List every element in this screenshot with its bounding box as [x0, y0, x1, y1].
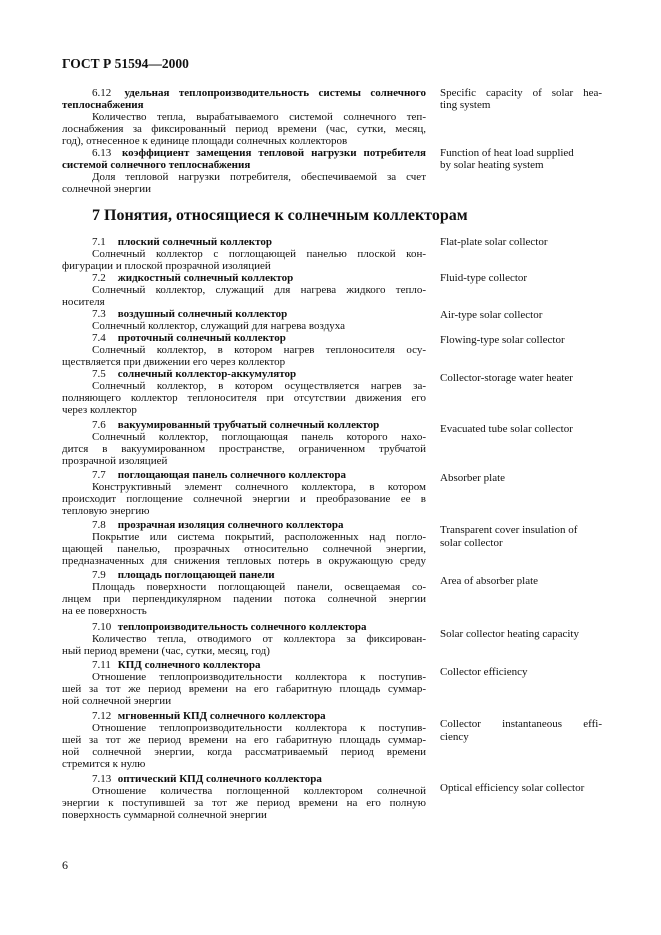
definition-text: Количество тепла, вырабатываемого системой солнечного теп-	[92, 111, 426, 123]
clause-number: 6.13	[92, 147, 112, 159]
term-line	[62, 419, 426, 431]
definition-line	[62, 431, 426, 443]
term-name: КПД солнечного коллектора	[117, 659, 261, 671]
definition-line	[62, 555, 426, 567]
definition-line	[62, 392, 426, 404]
term-line	[62, 659, 426, 671]
definition-line	[62, 593, 426, 605]
definition-line	[62, 758, 426, 770]
english-term: Function of heat load supplied	[440, 147, 574, 159]
clause-number: 7.5	[92, 368, 106, 380]
english-term: Flowing-type solar collector	[440, 334, 565, 346]
clause-number: 7.6	[92, 419, 106, 431]
term-name: теплопроизводительность солнечного коллектора	[117, 621, 367, 633]
definition-text: Солнечный коллектор, поглощающая панель которого нахо-	[92, 431, 426, 443]
definition-text: лоснабжения за фиксированный период времени (час, сутки, месяц,	[62, 123, 426, 135]
english-term: ciency	[440, 731, 469, 743]
definition-line	[62, 746, 426, 758]
definition-line	[62, 605, 426, 617]
definition-text: поверхность суммарной солнечной энергии	[62, 809, 267, 821]
term-name: системой солнечного теплоснабжения	[62, 159, 251, 171]
term-line	[62, 621, 426, 633]
definition-line	[62, 481, 426, 493]
term-line	[62, 332, 426, 344]
definition-text: Отношение теплопроизводительности коллектора к поступив-	[92, 671, 426, 683]
definition-line	[62, 671, 426, 683]
definition-line	[62, 695, 426, 707]
definition-text: носителя	[62, 296, 105, 308]
term-line	[62, 159, 426, 171]
english-term: Optical efficiency solar collector	[440, 782, 585, 794]
definition-text: Площадь поверхности поглощающей панели, освещаемая со-	[92, 581, 426, 593]
definition-text: ной солнечной энергии	[62, 695, 172, 707]
definition-text: тепловую энергию	[62, 505, 150, 517]
definition-text: Доля тепловой нагрузки потребителя, обеспечиваемой за счет	[92, 171, 426, 183]
definition-text: Отношение теплопроизводительности коллектора к поступив-	[92, 722, 426, 734]
english-term: Area of absorber plate	[440, 575, 539, 587]
definition-text: ной солнечной энергии, когда рассматриваемый период времени	[62, 746, 426, 758]
definition-text: солнечной энергии	[62, 183, 152, 195]
definition-text: фигурации и плоской прозрачной изоляцией	[62, 260, 271, 272]
definition-line	[62, 183, 426, 195]
definition-line	[62, 645, 426, 657]
term-line	[62, 308, 426, 320]
term-name: теплоснабжения	[62, 99, 144, 111]
term-name: вакуумированный трубчатый солнечный коллектор	[117, 419, 380, 431]
definition-text: энергии к поступившей за тот же период времени на его полную	[62, 797, 426, 809]
definition-text: полняющего коллектор теплоносителя при отсутствии движения его	[62, 392, 426, 404]
term-name: мгновенный КПД солнечного коллектора	[117, 710, 326, 722]
english-term: solar collector	[440, 537, 503, 549]
definition-line	[62, 248, 426, 260]
term-name: воздушный солнечный коллектор	[117, 308, 288, 320]
term-line	[62, 569, 426, 581]
definition-line	[62, 809, 426, 821]
term-name: коэффициент замещения тепловой нагрузки потребителя	[121, 147, 426, 159]
definition-line	[62, 493, 426, 505]
term-name: площадь поглощающей панели	[117, 569, 275, 581]
english-term: Solar collector heating capacity	[440, 628, 579, 640]
definition-line	[62, 171, 426, 183]
definition-text: прозрачной изоляцией	[62, 455, 168, 467]
definition-line	[62, 734, 426, 746]
page-number: 6	[62, 858, 68, 872]
definition-text: Солнечный коллектор, служащий для нагрева жидкого тепло-	[92, 284, 426, 296]
english-term: Evacuated tube solar collector	[440, 423, 573, 435]
term-line	[62, 519, 426, 531]
term-name: поглощающая панель солнечного коллектора	[117, 469, 347, 481]
term-line	[62, 87, 426, 99]
english-term: Collector-storage water heater	[440, 372, 573, 384]
clause-number: 6.12	[92, 87, 112, 99]
english-term: Air-type solar collector	[440, 309, 543, 321]
definition-line	[62, 797, 426, 809]
definition-text: через коллектор	[62, 404, 137, 416]
term-name: оптический КПД солнечного коллектора	[117, 773, 322, 785]
definition-line	[62, 683, 426, 695]
definition-line	[62, 505, 426, 517]
definition-text: лнцем при перпендикулярном падении потока солнечной энергии	[62, 593, 426, 605]
definition-text: дится в вакуумированном пространстве, ограниченном трубчатой	[62, 443, 426, 455]
definition-text: стремится к нулю	[62, 758, 146, 770]
term-line	[62, 368, 426, 380]
definition-line	[62, 111, 426, 123]
definition-text: шей за тот же период времени на его габаритную площадь суммар-	[62, 683, 426, 695]
clause-number: 7.1	[92, 236, 106, 248]
standard-header: ГОСТ Р 51594—2000	[62, 56, 189, 71]
definition-text: Солнечный коллектор с поглощающей панелью плоской кон-	[92, 248, 426, 260]
definition-text: ный период времени (час, сутки, месяц, год)	[62, 645, 270, 657]
term-line	[62, 469, 426, 481]
clause-number: 7.13	[92, 773, 112, 785]
clause-number: 7.12	[92, 710, 112, 722]
term-line	[62, 99, 426, 111]
english-term: Collector instantaneous effi-	[440, 718, 602, 730]
definition-line	[62, 785, 426, 797]
clause-number: 7.3	[92, 308, 106, 320]
term-name: прозрачная изоляция солнечного коллектора	[117, 519, 344, 531]
clause-number: 7.8	[92, 519, 106, 531]
clause-number: 7.4	[92, 332, 106, 344]
english-term: Absorber plate	[440, 472, 506, 484]
definition-text: ществляется при движении его через коллектор	[62, 356, 286, 368]
definition-line	[62, 581, 426, 593]
definition-text: Покрытие или система покрытий, расположенных над погло-	[92, 531, 426, 543]
clause-number: 7.9	[92, 569, 106, 581]
definition-line	[62, 380, 426, 392]
definition-line	[62, 455, 426, 467]
definition-line	[62, 344, 426, 356]
clause-number: 7.2	[92, 272, 106, 284]
clause-number: 7.7	[92, 469, 106, 481]
definition-line	[62, 260, 426, 272]
definition-line	[62, 543, 426, 555]
term-name: солнечный коллектор-аккумулятор	[117, 368, 297, 380]
definition-text: происходит поглощение солнечной энергии и преобразование ее в	[62, 493, 426, 505]
definition-line	[62, 320, 426, 332]
definition-line	[62, 443, 426, 455]
english-term: ting system	[440, 99, 491, 111]
term-line	[62, 147, 426, 159]
definition-line	[62, 284, 426, 296]
definition-line	[62, 722, 426, 734]
definition-text: щающей панелью, прозрачных относительно солнечной энергии,	[62, 543, 426, 555]
definition-text: предназначенных для снижения тепловых потерь в окружающую среду	[62, 555, 426, 567]
definition-text: Солнечный коллектор, в котором нагрев теплоносителя осу-	[92, 344, 426, 356]
english-term: Flat-plate solar collector	[440, 236, 548, 248]
term-line	[62, 710, 426, 722]
definition-text: Солнечный коллектор, служащий для нагрева воздуха	[92, 320, 346, 332]
english-term: Transparent cover insulation of	[440, 524, 578, 536]
definition-text: Количество тепла, отводимого от коллектора за фиксирован-	[92, 633, 426, 645]
term-name: плоский солнечный коллектор	[117, 236, 272, 248]
term-line	[62, 773, 426, 785]
english-term: Fluid-type collector	[440, 272, 528, 284]
term-name: проточный солнечный коллектор	[117, 332, 286, 344]
definition-line	[62, 135, 426, 147]
definition-text: год), отнесенное к единице площади солнечных коллекторов	[62, 135, 348, 147]
definition-text: Отношение количества поглощенной коллектором солнечной	[92, 785, 426, 797]
definition-text: Конструктивный элемент солнечного коллектора, в котором	[92, 481, 426, 493]
clause-number: 7.10	[92, 621, 112, 633]
definition-line	[62, 404, 426, 416]
term-line	[62, 236, 426, 248]
definition-line	[62, 123, 426, 135]
definition-text: на ее поверхность	[62, 605, 147, 617]
definition-line	[62, 633, 426, 645]
definition-text: шей за тот же период времени на его габаритную площадь суммар-	[62, 734, 426, 746]
definition-line	[62, 531, 426, 543]
english-term: by solar heating system	[440, 159, 544, 171]
term-name: удельная теплопроизводительность системы солнечного	[124, 87, 426, 99]
english-term: Collector efficiency	[440, 666, 528, 678]
section-title: 7 Понятия, относящиеся к солнечным коллекторам	[92, 207, 468, 224]
definition-line	[62, 296, 426, 308]
term-line	[62, 272, 426, 284]
english-term: Specific capacity of solar hea-	[440, 87, 602, 99]
definition-text: Солнечный коллектор, в котором осуществляется нагрев за-	[92, 380, 426, 392]
term-name: жидкостный солнечный коллектор	[117, 272, 294, 284]
clause-number: 7.11	[92, 659, 111, 671]
definition-line	[62, 356, 426, 368]
